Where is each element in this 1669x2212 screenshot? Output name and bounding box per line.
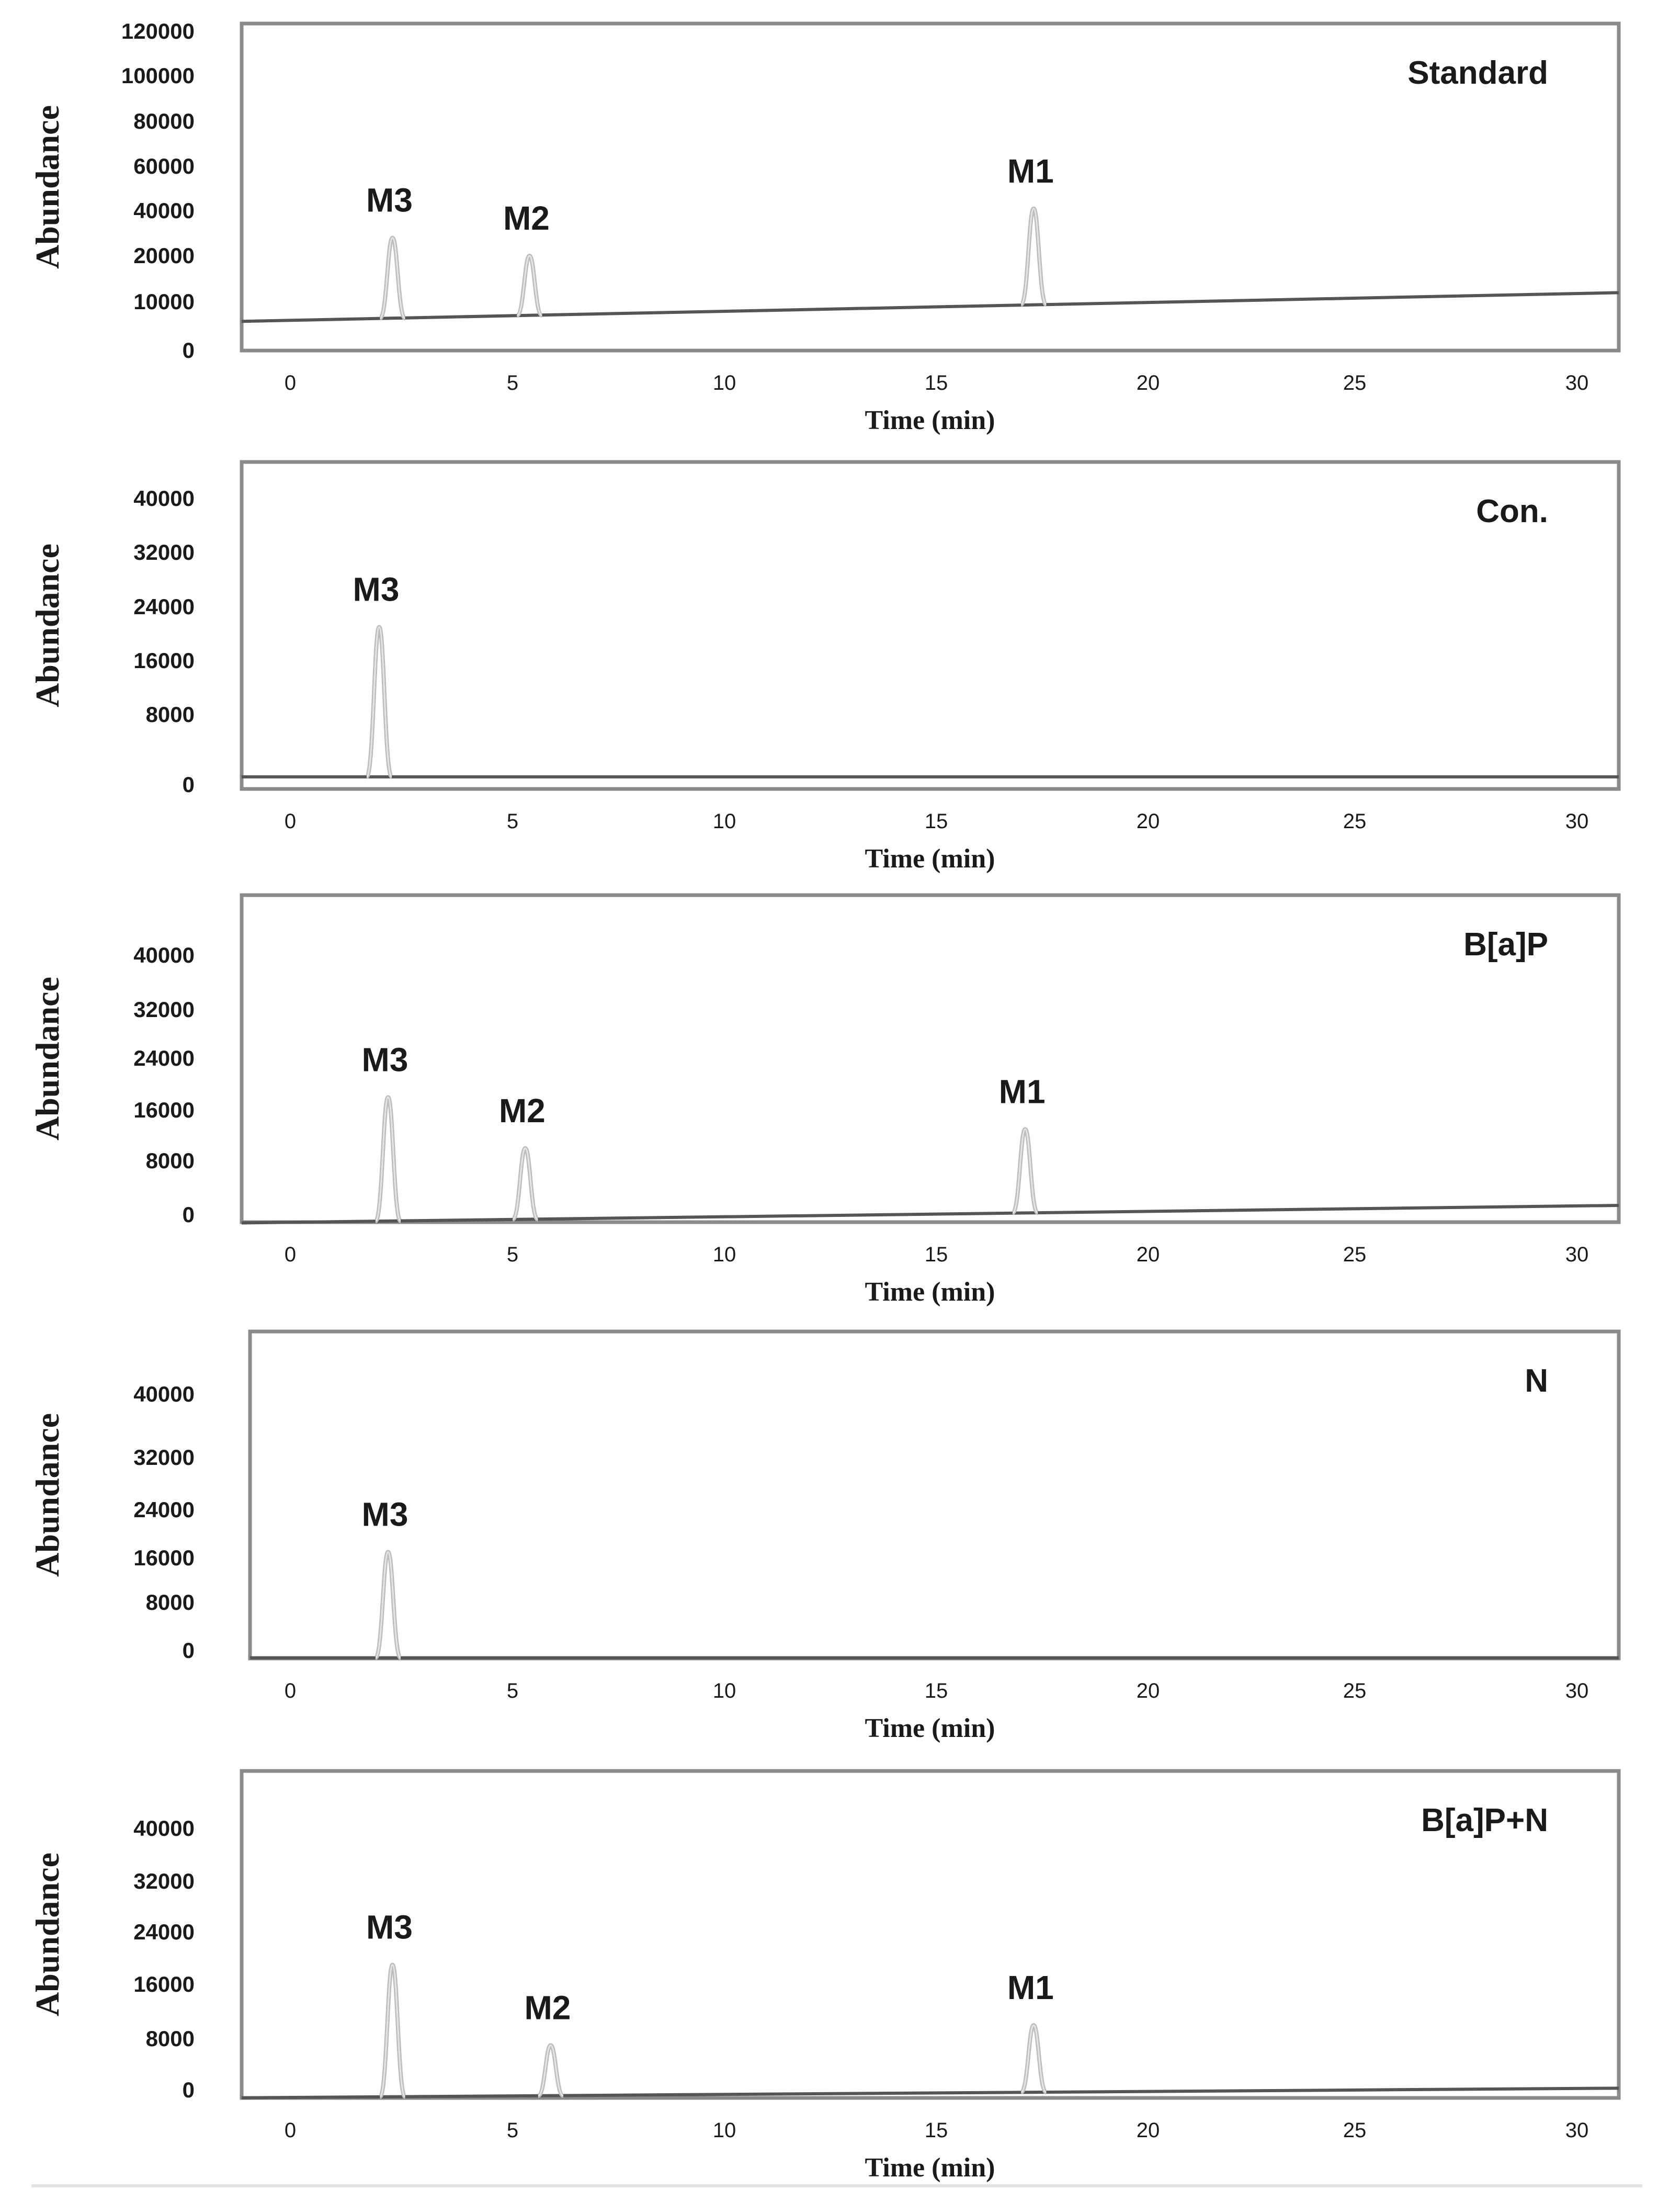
chart-panel-bap <box>0 872 1669 1311</box>
x-tick-label: 20 <box>1136 371 1160 394</box>
y-tick-label: 24000 <box>133 1497 195 1522</box>
x-tick-label: 5 <box>506 1679 519 1702</box>
x-tick-label: 15 <box>924 1679 948 1702</box>
x-tick-label: 25 <box>1343 1243 1367 1266</box>
x-tick-label: 0 <box>284 1243 297 1266</box>
x-tick-label: 15 <box>924 2119 948 2142</box>
y-tick-label: 16000 <box>133 1972 195 1996</box>
panel-label-b-a-p: B[a]P <box>1463 927 1548 963</box>
y-tick-label: 10000 <box>133 289 195 314</box>
peak-label-m1: M1 <box>1007 1969 1054 2006</box>
y-tick-label: 24000 <box>133 594 195 619</box>
y-axis-title: Abundance <box>29 544 66 707</box>
x-tick-label: 20 <box>1136 1243 1160 1266</box>
x-tick-label: 30 <box>1565 2119 1589 2142</box>
x-tick-label: 0 <box>284 1679 297 1702</box>
y-tick-label: 40000 <box>133 486 195 511</box>
y-tick-label: 40000 <box>133 943 195 967</box>
y-tick-label: 16000 <box>133 1098 195 1122</box>
y-tick-label: 8000 <box>145 702 195 727</box>
y-tick-label: 32000 <box>133 1445 195 1470</box>
y-tick-label: 0 <box>182 2078 195 2102</box>
y-tick-label: 0 <box>182 772 195 797</box>
y-tick-label: 16000 <box>133 1545 195 1570</box>
y-tick-label: 40000 <box>133 1816 195 1841</box>
x-tick-label: 15 <box>924 1243 948 1266</box>
y-tick-label: 120000 <box>121 19 195 43</box>
x-axis-title: Time (min) <box>865 844 995 874</box>
y-axis-title: Abundance <box>29 977 66 1141</box>
x-tick-label: 25 <box>1343 1679 1367 1702</box>
x-tick-label: 5 <box>506 1243 519 1266</box>
peak-label-m3: M3 <box>366 1908 413 1946</box>
bottom-rule <box>31 2184 1642 2187</box>
x-tick-label: 5 <box>506 2119 519 2142</box>
x-tick-label: 10 <box>712 1243 736 1266</box>
y-axis-title: Abundance <box>29 1413 66 1577</box>
peak-label-m1: M1 <box>1007 152 1054 190</box>
y-tick-label: 32000 <box>133 997 195 1022</box>
x-tick-label: 25 <box>1343 371 1367 394</box>
y-tick-label: 0 <box>182 338 195 363</box>
peak-label-m3: M3 <box>361 1041 408 1079</box>
x-tick-label: 20 <box>1136 1679 1160 1702</box>
peak-label-m2: M2 <box>503 199 550 237</box>
y-tick-label: 60000 <box>133 154 195 178</box>
x-tick-label: 25 <box>1343 2119 1367 2142</box>
panel-label-b-a-p-n: B[a]P+N <box>1421 1802 1548 1838</box>
peak-label-m3: M3 <box>366 181 413 219</box>
peak-label-m3: M3 <box>353 570 400 608</box>
y-axis-title: Abundance <box>29 105 66 269</box>
x-tick-label: 0 <box>284 2119 297 2142</box>
x-tick-label: 15 <box>924 371 948 394</box>
y-tick-label: 80000 <box>133 109 195 133</box>
x-tick-label: 30 <box>1565 371 1589 394</box>
y-tick-label: 8000 <box>145 1590 195 1615</box>
y-tick-label: 0 <box>182 1638 195 1663</box>
x-tick-label: 30 <box>1565 810 1589 833</box>
x-tick-label: 5 <box>506 810 519 833</box>
x-tick-label: 30 <box>1565 1679 1589 1702</box>
y-tick-label: 8000 <box>145 1148 195 1173</box>
x-tick-label: 10 <box>712 2119 736 2142</box>
x-tick-label: 20 <box>1136 2119 1160 2142</box>
y-tick-label: 24000 <box>133 1046 195 1070</box>
x-axis-title: Time (min) <box>865 1277 995 1307</box>
y-tick-label: 32000 <box>133 540 195 565</box>
x-tick-label: 20 <box>1136 810 1160 833</box>
plot-frame <box>242 895 1619 1222</box>
x-tick-label: 30 <box>1565 1243 1589 1266</box>
y-tick-label: 16000 <box>133 648 195 673</box>
peak-label-m2: M2 <box>524 1989 571 2027</box>
x-axis-title: Time (min) <box>865 2153 995 2183</box>
y-tick-label: 100000 <box>121 63 195 88</box>
peak-label-m1: M1 <box>998 1073 1046 1111</box>
plot-frame <box>242 462 1619 789</box>
x-tick-label: 0 <box>284 371 297 394</box>
peak-label-m2: M2 <box>498 1091 546 1130</box>
y-tick-label: 20000 <box>133 243 195 268</box>
y-tick-label: 32000 <box>133 1869 195 1893</box>
x-tick-label: 10 <box>712 371 736 394</box>
y-tick-label: 8000 <box>145 2026 195 2051</box>
chart-panel-standard <box>0 0 1669 439</box>
y-tick-label: 40000 <box>133 1382 195 1406</box>
plot-frame <box>242 1771 1619 2098</box>
x-axis-title: Time (min) <box>865 1713 995 1743</box>
panel-label-n: N <box>1525 1363 1548 1399</box>
y-tick-label: 0 <box>182 1202 195 1227</box>
x-tick-label: 25 <box>1343 810 1367 833</box>
chart-panel-bap-n <box>0 1747 1669 2187</box>
y-tick-label: 24000 <box>133 1920 195 1944</box>
panel-label-standard: Standard <box>1407 55 1548 91</box>
y-axis-title: Abundance <box>29 1853 66 2016</box>
x-tick-label: 15 <box>924 810 948 833</box>
x-axis-title: Time (min) <box>865 405 995 435</box>
plot-frame <box>250 1331 1619 1658</box>
x-tick-label: 5 <box>506 371 519 394</box>
y-tick-label: 40000 <box>133 198 195 223</box>
x-tick-label: 0 <box>284 810 297 833</box>
chart-panel-n <box>0 1308 1669 1747</box>
peak-label-m3: M3 <box>361 1495 408 1533</box>
x-tick-label: 10 <box>712 1679 736 1702</box>
panel-label-con: Con. <box>1476 493 1548 529</box>
chart-panel-con <box>0 438 1669 878</box>
x-tick-label: 10 <box>712 810 736 833</box>
